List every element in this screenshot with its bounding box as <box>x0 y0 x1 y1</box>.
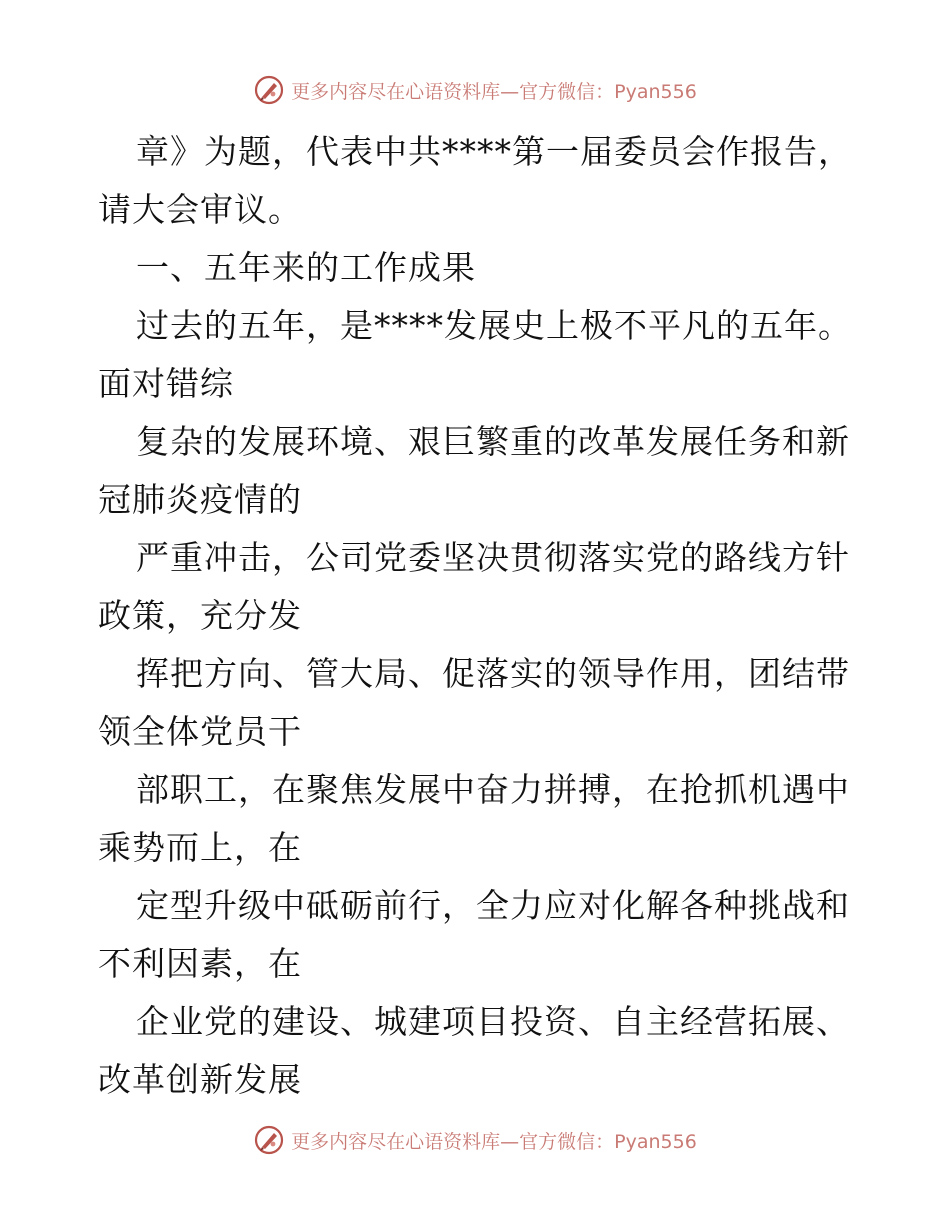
text-line: 乘势而上，在 <box>98 828 302 867</box>
footer-watermark <box>0 1122 950 1158</box>
text-line: 过去的五年，是****发展史上极不平凡的五年。 <box>136 306 852 345</box>
watermark-text: 更多内容尽在心语资料库—官方微信：Pyan556 <box>291 80 697 103</box>
watermark-text: 更多内容尽在心语资料库—官方微信：Pyan556 <box>291 1130 697 1153</box>
text-line: 企业党的建设、城建项目投资、自主经营拓展、 <box>136 1002 850 1041</box>
text-line: 面对错综 <box>98 364 234 403</box>
text-line: 严重冲击，公司党委坚决贯彻落实党的路线方针 <box>136 538 850 577</box>
quill-pen-logo-icon <box>253 74 285 106</box>
text-line: 不利因素，在 <box>98 944 302 983</box>
text-line: 部职工，在聚焦发展中奋力拼搏，在抢抓机遇中 <box>136 770 850 809</box>
text-line: 冠肺炎疫情的 <box>98 480 302 519</box>
quill-pen-logo-icon <box>253 1124 285 1156</box>
text-line: 请大会审议。 <box>98 190 302 229</box>
text-line: 章》为题，代表中共****第一届委员会作报告， <box>136 132 852 171</box>
text-line: 领全体党员干 <box>98 712 302 751</box>
text-line: 挥把方向、管大局、促落实的领导作用，团结带 <box>136 654 850 693</box>
text-line: 改革创新发展 <box>98 1060 302 1099</box>
text-line: 政策，充分发 <box>98 596 302 635</box>
text-line: 定型升级中砥砺前行，全力应对化解各种挑战和 <box>136 886 850 925</box>
text-line: 复杂的发展环境、艰巨繁重的改革发展任务和新 <box>136 422 850 461</box>
text-line: 一、五年来的工作成果 <box>136 248 476 287</box>
document-body <box>98 123 858 1109</box>
header-watermark <box>0 72 950 108</box>
